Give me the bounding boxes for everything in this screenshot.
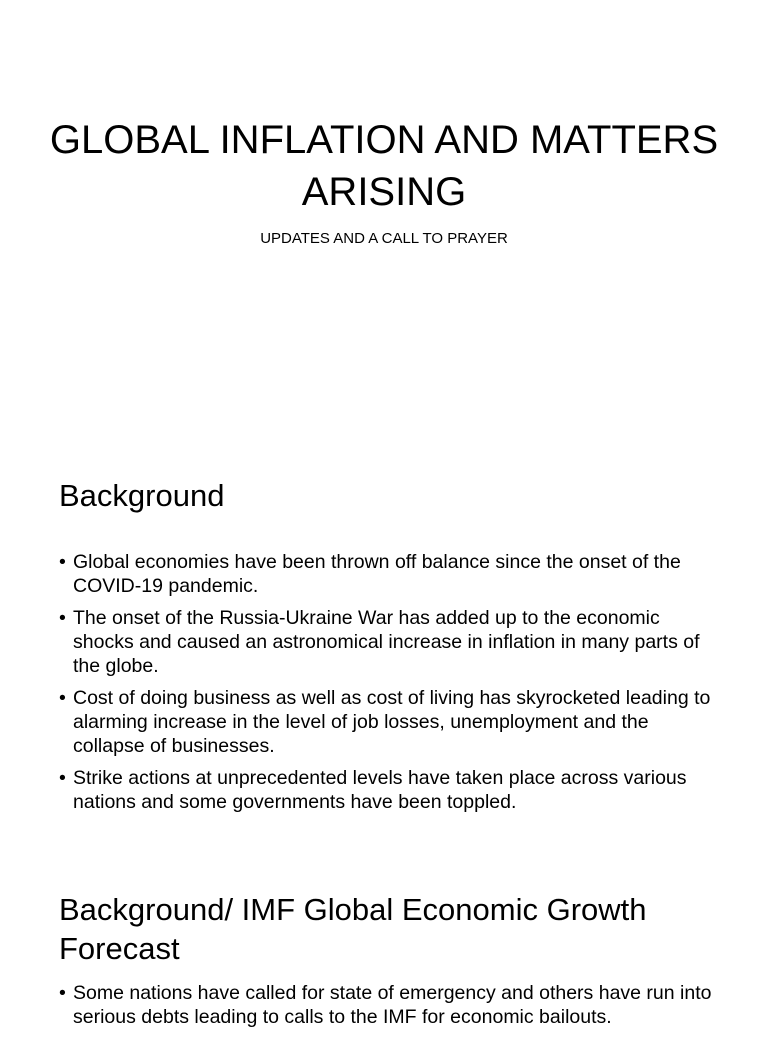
bullet-item	[59, 606, 719, 678]
bullet-item	[59, 981, 719, 1029]
imf-forecast-slide	[0, 850, 768, 1028]
imf-forecast-heading: Background/ IMF Global Economic Growth Forecast	[59, 892, 647, 966]
bullet-text: Some nations have called for state of emergency and others have run into serious debts leading to calls to the IMF for economic bailouts.	[73, 982, 712, 1028]
bullet-text: The onset of the Russia-Ukraine War has added up to the economic shocks and caused an astronomical increase in inflation in many parts of the globe.	[73, 607, 700, 677]
background-slide	[0, 430, 768, 850]
bullet-text: Strike actions at unprecedented levels have taken place across various nations and some governments have been toppled.	[73, 767, 687, 813]
imf-bullet-list	[59, 981, 719, 1037]
title-slide	[0, 0, 768, 430]
bullet-text: Cost of doing business as well as cost of living has skyrocketed leading to alarming increase in the level of job losses, unemployment and the collapse of businesses.	[73, 687, 711, 757]
bullet-glyph: •	[59, 767, 66, 789]
bullet-glyph: •	[59, 551, 66, 573]
presentation-title: GLOBAL INFLATION AND MATTERS ARISING	[49, 118, 719, 214]
bullet-glyph: •	[59, 982, 66, 1004]
background-heading: Background	[59, 478, 225, 513]
bullet-glyph: •	[59, 607, 66, 629]
bullet-item	[59, 766, 719, 814]
background-bullet-list	[59, 550, 719, 822]
bullet-glyph: •	[59, 687, 66, 709]
presentation-subtitle: UPDATES AND A CALL TO PRAYER	[260, 230, 508, 247]
bullet-text: Global economies have been thrown off balance since the onset of the COVID-19 pandemic.	[73, 551, 681, 597]
bullet-item	[59, 550, 719, 598]
bullet-item	[59, 686, 719, 758]
